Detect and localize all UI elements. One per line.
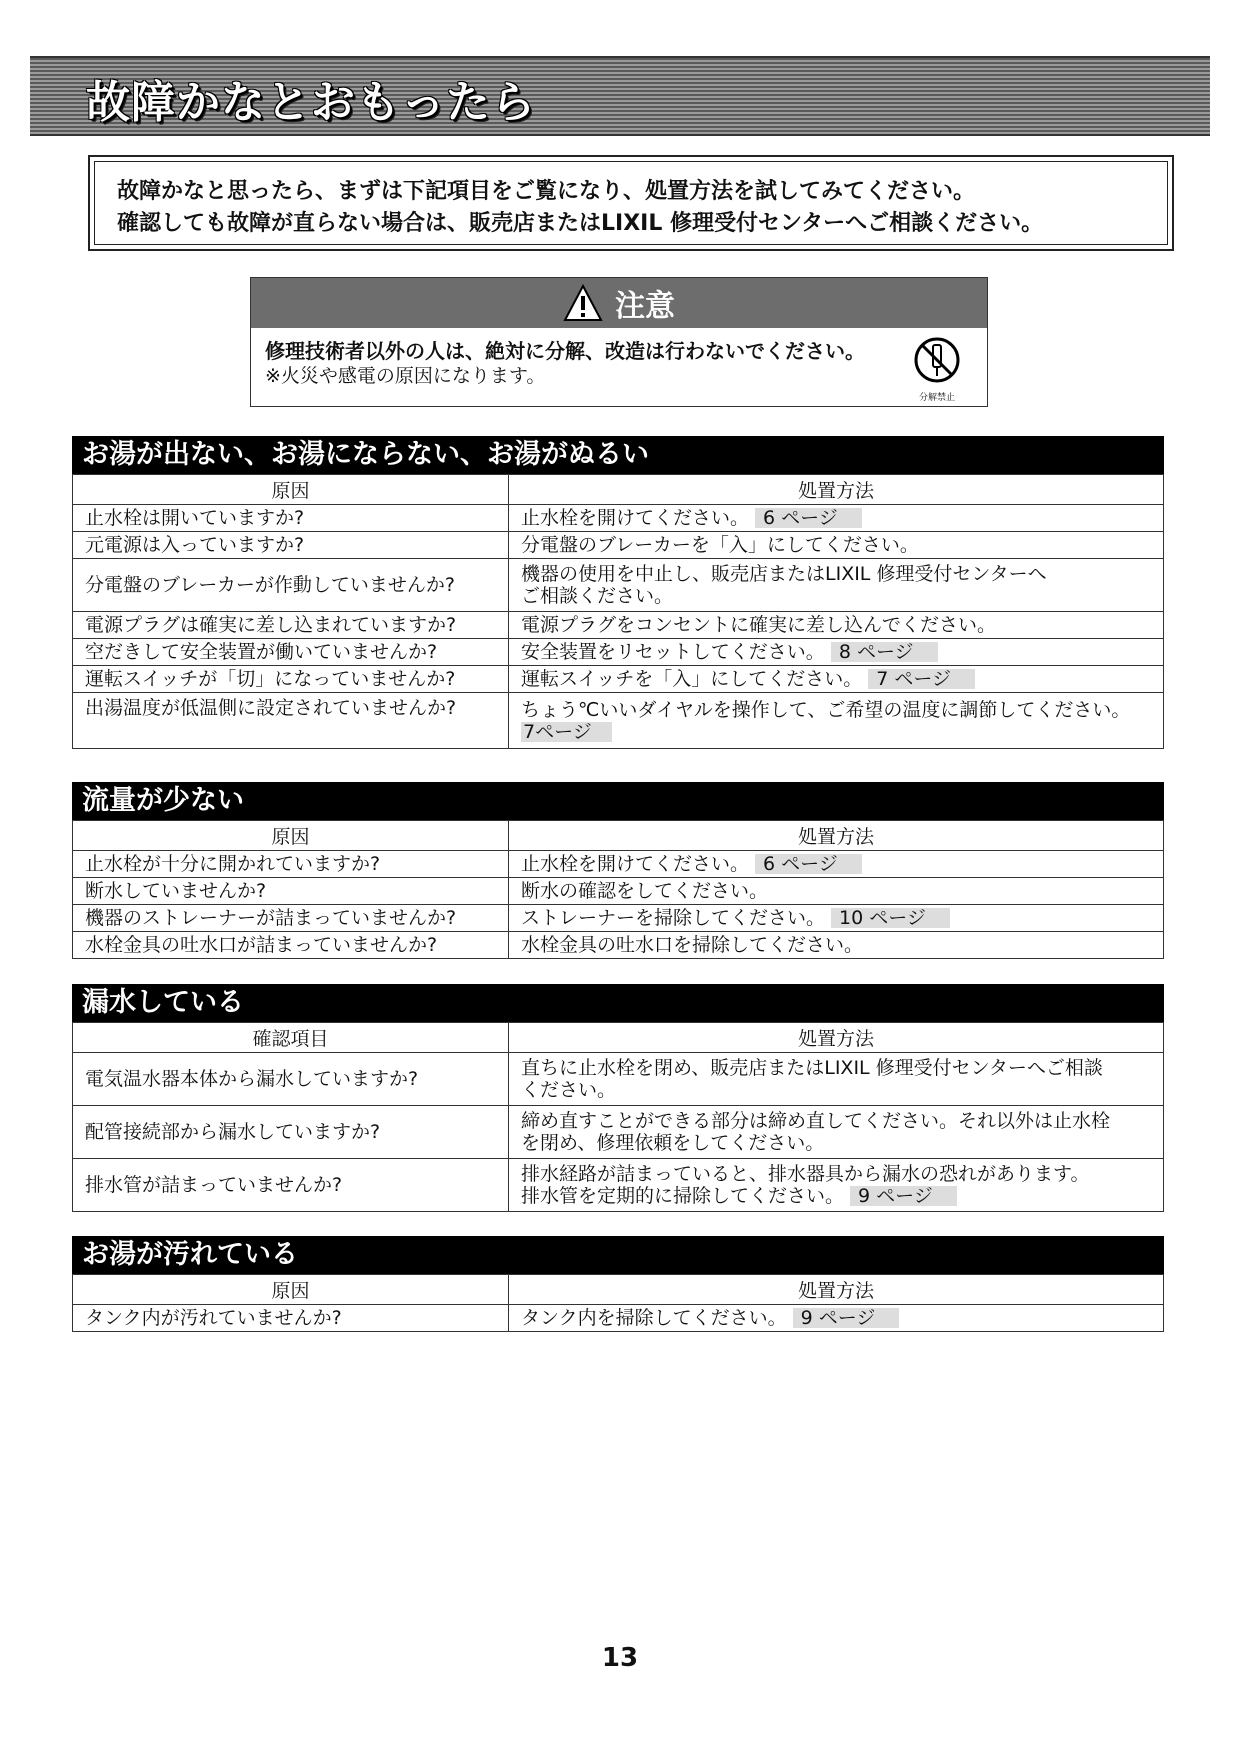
page-ref: 8 ページ: [831, 642, 938, 662]
table-row: 止水栓が十分に開かれていますか? 止水栓を開けてください。 6 ページ: [73, 851, 1164, 878]
table-row: 元電源は入っていますか? 分電盤のブレーカーを「入」にしてください。: [73, 532, 1164, 559]
no-disassembly-mark: [907, 336, 967, 403]
no-disassembly-icon: [913, 336, 961, 384]
table-row: 排水管が詰まっていませんか? 排水経路が詰まっていると、排水器具から漏水の恐れがあります。 排水管を定期的に掃除してください。 9 ページ: [73, 1159, 1164, 1212]
col-header: 原因: [73, 475, 509, 505]
col-header: 原因: [73, 1275, 509, 1305]
section-heading: お湯が出ない、お湯にならない、お湯がぬるい: [72, 436, 1164, 474]
page-ref: 7 ページ: [868, 669, 975, 689]
section-heading: 漏水している: [72, 984, 1164, 1022]
section-heading: お湯が汚れている: [72, 1236, 1164, 1274]
table-row: 出湯温度が低温側に設定されていませんか? ちょう℃いいダイヤルを操作して、ご希望の温度に調節してください。 7ページ: [73, 693, 1164, 749]
section-leak: [72, 984, 1164, 1212]
page-ref: 6 ページ: [755, 854, 862, 874]
section-heading: 流量が少ない: [72, 782, 1164, 820]
table-row: 機器のストレーナーが詰まっていませんか? ストレーナーを掃除してください。 10 ページ: [73, 905, 1164, 932]
intro-line-1: 故障かなと思ったら、まずは下記項目をご覧になり、処置方法を試してみてください。: [117, 179, 976, 204]
page-ref: 9 ページ: [850, 1186, 957, 1206]
section-low-flow: [72, 782, 1164, 959]
caution-box: [250, 277, 988, 407]
section-dirty-water: [72, 1236, 1164, 1332]
table-row: 水栓金具の吐水口が詰まっていませんか? 水栓金具の吐水口を掃除してください。: [73, 932, 1164, 959]
col-header: 原因: [73, 821, 509, 851]
intro-line-2: 確認しても故障が直らない場合は、販売店またはLIXIL 修理受付センターへご相談ください。: [117, 211, 1044, 236]
intro-box: [88, 155, 1174, 251]
page-title: 故障かなとおもったら: [86, 77, 536, 128]
trouble-table: [72, 1022, 1164, 1212]
col-header: 処置方法: [509, 1023, 1164, 1053]
table-row: 分電盤のブレーカーが作動していませんか? 機器の使用を中止し、販売店またはLIXIL 修理受付センターへ ご相談ください。: [73, 559, 1164, 612]
caution-main-text: 修理技術者以外の人は、絶対に分解、改造は行わないでください。: [265, 339, 865, 363]
caution-sub-text: ※火災や感電の原因になります。: [265, 365, 546, 387]
table-row: タンク内が汚れていませんか? タンク内を掃除してください。 9 ページ: [73, 1305, 1164, 1332]
page-number: 13: [601, 1643, 639, 1673]
title-bar: [30, 56, 1210, 136]
col-header: 処置方法: [509, 1275, 1164, 1305]
table-row: 電気温水器本体から漏水していますか? 直ちに止水栓を閉め、販売店またはLIXIL 修理受付センターへご相談 ください。: [73, 1053, 1164, 1106]
caution-header: [251, 278, 987, 328]
table-row: 電源プラグは確実に差し込まれていますか? 電源プラグをコンセントに確実に差し込んでください。: [73, 612, 1164, 639]
table-row: 止水栓は開いていますか? 止水栓を開けてください。 6 ページ: [73, 505, 1164, 532]
table-row: 空だきして安全装置が働いていませんか? 安全装置をリセットしてください。 8 ページ: [73, 639, 1164, 666]
trouble-table: [72, 474, 1164, 749]
table-row: 運転スイッチが「切」になっていませんか? 運転スイッチを「入」にしてください。 7 ページ: [73, 666, 1164, 693]
trouble-table: [72, 820, 1164, 959]
table-row: 断水していませんか? 断水の確認をしてください。: [73, 878, 1164, 905]
col-header: 処置方法: [509, 821, 1164, 851]
col-header: 確認項目: [73, 1023, 509, 1053]
table-row: 配管接続部から漏水していますか? 締め直すことができる部分は締め直してください。それ以外は止水栓 を閉め、修理依頼をしてください。: [73, 1106, 1164, 1159]
page-ref: 9 ページ: [793, 1308, 900, 1328]
page-ref: 7ページ: [521, 722, 612, 742]
trouble-table: [72, 1274, 1164, 1332]
page-ref: 6 ページ: [755, 508, 862, 528]
col-header: 処置方法: [509, 475, 1164, 505]
section-no-hot-water: [72, 436, 1164, 749]
caution-heading: 注意: [615, 289, 675, 324]
no-disassembly-label: 分解禁止: [918, 393, 955, 403]
page-ref: 10 ページ: [831, 908, 950, 928]
warning-icon: [563, 284, 603, 322]
